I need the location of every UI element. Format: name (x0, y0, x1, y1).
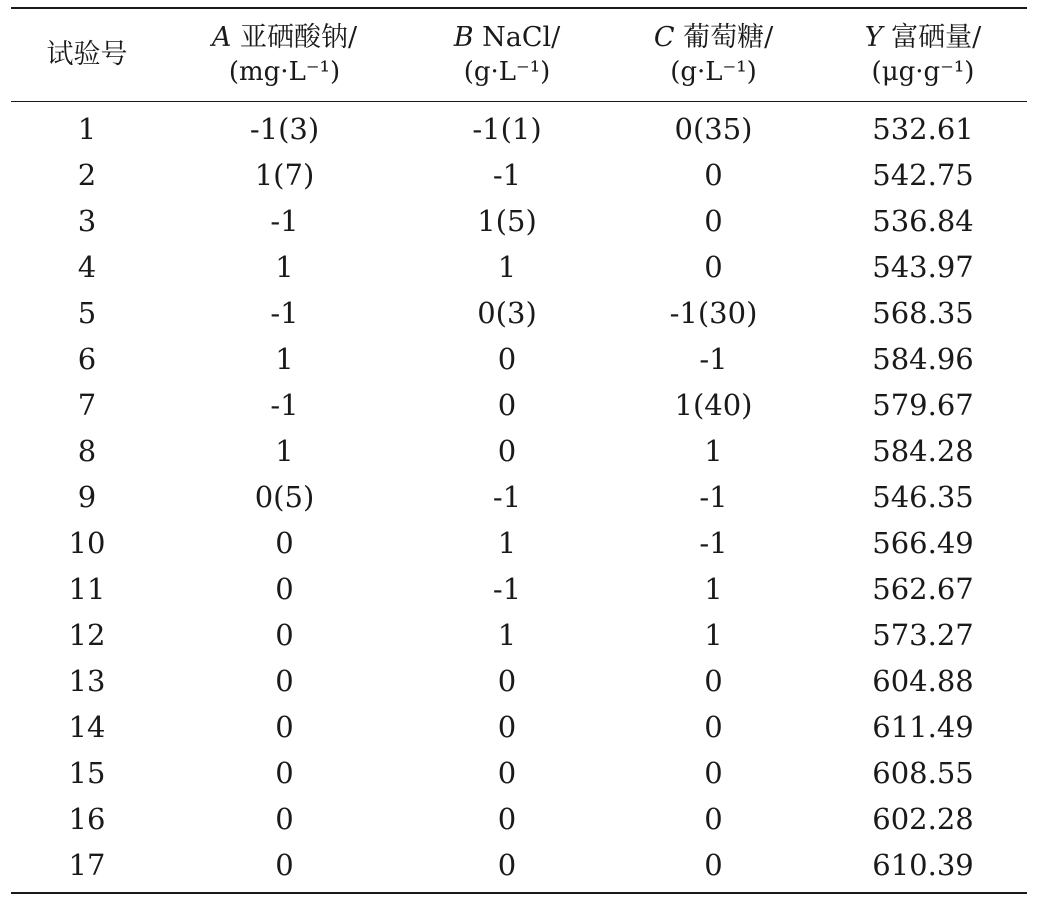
cell-selenium-content: 584.28 (872, 434, 974, 468)
cell-selenium-content: 562.67 (872, 572, 974, 606)
table-row (11, 750, 1027, 796)
cell-nacl: -1 (492, 480, 522, 514)
cell-nacl: 0(3) (477, 296, 537, 330)
cell-selenium-content: 536.84 (872, 204, 974, 238)
cell-sodium-selenite: 0 (275, 756, 294, 790)
cell-sodium-selenite: -1 (270, 388, 299, 422)
cell-sodium-selenite: -1 (270, 296, 299, 330)
header-row (11, 8, 1027, 102)
cell-glucose: 1 (704, 618, 723, 652)
table-row (11, 704, 1027, 750)
table-row (11, 658, 1027, 704)
cell-glucose: 1 (704, 572, 723, 606)
cell-sodium-selenite: -1(3) (249, 112, 320, 146)
cell-nacl: 0 (497, 664, 517, 698)
cell-sodium-selenite: 0 (275, 802, 294, 836)
table-row (11, 796, 1027, 842)
cell-glucose: -1(30) (669, 296, 758, 330)
cell-nacl: 0 (497, 342, 517, 376)
cell-trial-no: 9 (77, 480, 97, 514)
cell-glucose: 0 (704, 756, 723, 790)
cell-glucose: 0 (704, 204, 723, 238)
cell-glucose: -1 (699, 342, 728, 376)
cell-selenium-content: 543.97 (872, 250, 974, 284)
cell-glucose: 0 (704, 710, 723, 744)
header-trial-no-label: 试验号 (46, 39, 128, 70)
cell-sodium-selenite: 1 (275, 250, 294, 284)
cell-nacl: 1 (497, 618, 517, 652)
cell-sodium-selenite: 0 (275, 664, 294, 698)
header-sodium-selenite (163, 8, 406, 102)
table-row (11, 474, 1027, 520)
cell-selenium-content: 568.35 (872, 296, 974, 330)
table-row (11, 244, 1027, 290)
table-row (11, 428, 1027, 474)
table-row (11, 842, 1027, 893)
cell-trial-no: 11 (68, 572, 106, 606)
cell-sodium-selenite: 1 (275, 434, 294, 468)
cell-selenium-content: 573.27 (872, 618, 974, 652)
table-row (11, 520, 1027, 566)
header-var-y: Y (864, 22, 883, 53)
header-sodium-selenite-label: 亚硒酸钠/ (231, 22, 358, 53)
table-row (11, 612, 1027, 658)
header-var-a: A (211, 22, 232, 53)
table-body (11, 102, 1027, 894)
cell-sodium-selenite: 0(5) (254, 480, 315, 514)
cell-glucose: 0 (704, 158, 723, 192)
cell-sodium-selenite: 0 (275, 526, 294, 560)
cell-glucose: 0 (704, 802, 723, 836)
cell-trial-no: 4 (77, 250, 97, 284)
cell-selenium-content: 542.75 (872, 158, 974, 192)
cell-selenium-content: 610.39 (872, 848, 974, 882)
header-glucose-unit: (g·L⁻¹) (670, 57, 757, 87)
cell-glucose: 1 (704, 434, 723, 468)
cell-trial-no: 10 (68, 526, 106, 560)
cell-sodium-selenite: -1 (270, 204, 299, 238)
table-row (11, 152, 1027, 198)
table-header (11, 8, 1027, 102)
header-var-c: C (653, 22, 675, 53)
cell-trial-no: 8 (77, 434, 97, 468)
cell-glucose: 0(35) (674, 112, 753, 146)
cell-selenium-content: 584.96 (872, 342, 974, 376)
cell-trial-no: 5 (77, 296, 97, 330)
cell-sodium-selenite: 1 (275, 342, 294, 376)
header-sodium-selenite-unit: (mg·L⁻¹) (228, 57, 341, 87)
table-row (11, 382, 1027, 428)
cell-selenium-content: 611.49 (872, 710, 974, 744)
cell-nacl: 0 (497, 848, 517, 882)
header-trial-no (11, 8, 163, 102)
cell-sodium-selenite: 0 (275, 572, 294, 606)
cell-trial-no: 14 (68, 710, 106, 744)
table-row (11, 336, 1027, 382)
cell-glucose: 1(40) (674, 388, 753, 422)
header-nacl-unit: (g·L⁻¹) (463, 57, 551, 87)
cell-sodium-selenite: 1(7) (254, 158, 315, 192)
cell-nacl: 0 (497, 802, 517, 836)
header-nacl (406, 8, 608, 102)
header-selenium-content-unit: (μg·g⁻¹) (871, 57, 975, 87)
cell-trial-no: 6 (77, 342, 97, 376)
header-nacl-label: NaCl/ (473, 22, 561, 53)
header-selenium-content (819, 8, 1027, 102)
cell-nacl: 0 (497, 388, 517, 422)
cell-glucose: 0 (704, 848, 723, 882)
table-row (11, 102, 1027, 153)
cell-trial-no: 17 (68, 848, 106, 882)
table-row (11, 290, 1027, 336)
cell-sodium-selenite: 0 (275, 618, 294, 652)
cell-sodium-selenite: 0 (275, 848, 294, 882)
cell-glucose: 0 (704, 250, 723, 284)
cell-nacl: 1 (497, 250, 517, 284)
cell-trial-no: 15 (68, 756, 106, 790)
cell-nacl: 0 (497, 756, 517, 790)
data-table-container (11, 7, 1027, 894)
header-glucose-label: 葡萄糖/ (674, 22, 774, 53)
cell-sodium-selenite: 0 (275, 710, 294, 744)
cell-nacl: 1 (497, 526, 517, 560)
experiment-table (11, 7, 1027, 894)
cell-glucose: -1 (699, 480, 728, 514)
cell-glucose: 0 (704, 664, 723, 698)
cell-nacl: 0 (497, 710, 517, 744)
table-row (11, 198, 1027, 244)
cell-nacl: 0 (497, 434, 517, 468)
cell-selenium-content: 532.61 (872, 112, 974, 146)
cell-trial-no: 7 (77, 388, 97, 422)
table-row (11, 566, 1027, 612)
header-selenium-content-label: 富硒量/ (882, 22, 982, 53)
cell-selenium-content: 608.55 (872, 756, 974, 790)
cell-nacl: -1(1) (472, 112, 542, 146)
cell-selenium-content: 604.88 (872, 664, 974, 698)
cell-trial-no: 3 (77, 204, 97, 238)
cell-selenium-content: 602.28 (872, 802, 974, 836)
cell-selenium-content: 546.35 (872, 480, 974, 514)
header-glucose (608, 8, 819, 102)
header-var-b: B (453, 22, 474, 53)
cell-trial-no: 13 (68, 664, 106, 698)
cell-trial-no: 1 (77, 112, 97, 146)
cell-nacl: -1 (492, 158, 522, 192)
cell-selenium-content: 566.49 (872, 526, 974, 560)
cell-glucose: -1 (699, 526, 728, 560)
cell-nacl: -1 (492, 572, 522, 606)
cell-nacl: 1(5) (477, 204, 537, 238)
cell-trial-no: 12 (68, 618, 106, 652)
cell-selenium-content: 579.67 (872, 388, 974, 422)
cell-trial-no: 16 (68, 802, 106, 836)
cell-trial-no: 2 (77, 158, 97, 192)
